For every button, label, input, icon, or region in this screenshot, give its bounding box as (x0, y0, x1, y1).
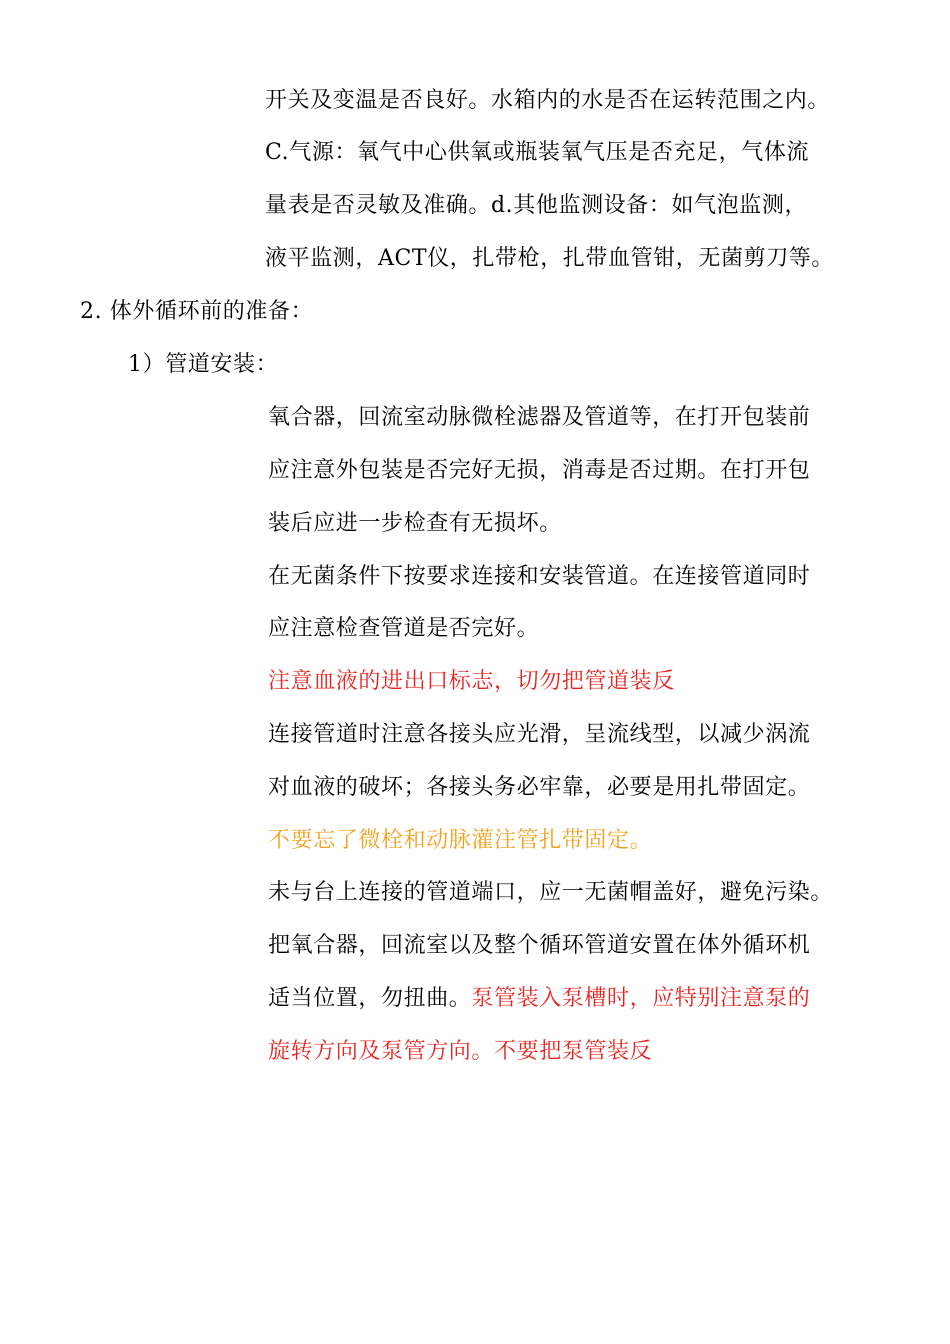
paragraph-1-line-1: 氧合器，回流室动脉微栓滤器及管道等，在打开包装前 (268, 405, 811, 430)
equipment-check-line-2: C.气源：氧气中心供氧或瓶装氧气压是否充足，气体流 (265, 140, 810, 165)
paragraph-2-line-2: 应注意检查管道是否完好。 (268, 616, 540, 641)
paragraph-5-line-2-normal: 适当位置，勿扭曲。 (268, 986, 472, 1011)
paragraph-1-line-3: 装后应进一步检查有无损坏。 (268, 511, 562, 536)
section-2-heading: 2. 体外循环前的准备： (80, 299, 314, 324)
equipment-check-line-4: 液平监测，ACT仪，扎带枪，扎带血管钳，无菌剪刀等。 (265, 246, 834, 271)
paragraph-5-line-3-warning: 旋转方向及泵管方向。不要把泵管装反 (268, 1039, 653, 1064)
paragraph-3-line-2: 对血液的破坏；各接头务必牢靠，必要是用扎带固定。 (268, 775, 811, 800)
warning-line-orange: 不要忘了微栓和动脉灌注管扎带固定。 (268, 828, 653, 853)
paragraph-3-line-1: 连接管道时注意各接头应光滑，呈流线型，以减少涡流 (268, 722, 811, 747)
paragraph-5-line-2 (268, 984, 810, 1014)
subsection-1-heading: 1）管道安装： (128, 352, 279, 377)
equipment-check-line-1: 开关及变温是否良好。水箱内的水是否在运转范围之内。 (265, 88, 831, 113)
paragraph-4-line-1: 未与台上连接的管道端口，应一无菌帽盖好，避免污染。 (268, 880, 834, 905)
paragraph-1-line-2: 应注意外包装是否完好无损，消毒是否过期。在打开包 (268, 458, 811, 483)
paragraph-5-line-2-warning: 泵管装入泵槽时，应特别注意泵的 (471, 986, 811, 1011)
warning-line-red-1: 注意血液的进出口标志，切勿把管道装反 (268, 669, 675, 694)
paragraph-5-line-1: 把氧合器，回流室以及整个循环管道安置在体外循环机 (268, 933, 811, 958)
paragraph-2-line-1: 在无菌条件下按要求连接和安装管道。在连接管道同时 (268, 564, 811, 589)
equipment-check-line-3: 量表是否灵敏及准确。d.其他监测设备：如气泡监测， (265, 193, 808, 218)
